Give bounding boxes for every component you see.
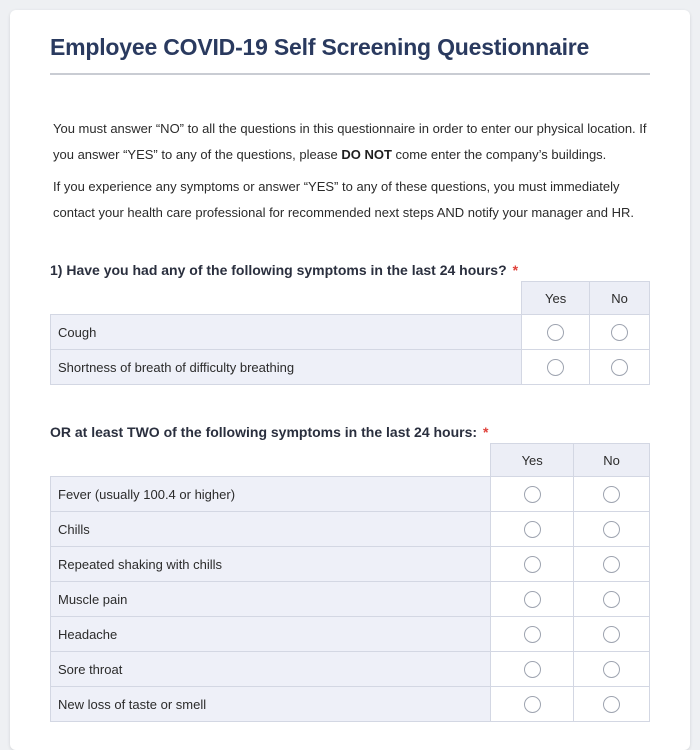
radio-no[interactable]	[603, 521, 620, 538]
question-1-matrix	[50, 281, 650, 385]
matrix-row	[51, 547, 650, 582]
radio-cell-yes	[522, 315, 590, 350]
row-label: Repeated shaking with chills	[51, 547, 491, 582]
radio-yes[interactable]	[547, 324, 564, 341]
question-2-matrix	[50, 443, 650, 722]
matrix-header-row	[51, 282, 650, 315]
radio-yes[interactable]	[524, 591, 541, 608]
radio-yes[interactable]	[524, 556, 541, 573]
form-card	[10, 10, 690, 750]
radio-cell-yes	[522, 350, 590, 385]
row-label: New loss of taste or smell	[51, 687, 491, 722]
form-title: Employee COVID-19 Self Screening Questionnaire	[50, 34, 590, 60]
question-1-text: 1) Have you had any of the following symptoms in the last 24 hours?	[50, 262, 507, 278]
required-marker: *	[483, 424, 489, 440]
intro-1-tail: come enter the company’s buildings.	[391, 147, 607, 162]
row-label: Muscle pain	[51, 582, 491, 617]
radio-cell-no	[590, 350, 650, 385]
question-2-label	[50, 424, 489, 440]
radio-yes[interactable]	[524, 521, 541, 538]
radio-yes[interactable]	[547, 359, 564, 376]
column-header-yes: Yes	[522, 282, 590, 315]
radio-cell-yes	[491, 582, 574, 617]
radio-cell-yes	[491, 547, 574, 582]
row-label: Cough	[51, 315, 522, 350]
title-divider	[50, 73, 650, 75]
radio-cell-no	[590, 315, 650, 350]
row-label: Sore throat	[51, 652, 491, 687]
radio-cell-no	[574, 617, 650, 652]
required-marker: *	[512, 262, 519, 278]
radio-no[interactable]	[603, 626, 620, 643]
radio-no[interactable]	[603, 486, 620, 503]
radio-no[interactable]	[603, 696, 620, 713]
matrix-row	[51, 687, 650, 722]
radio-cell-yes	[491, 477, 574, 512]
matrix-row	[51, 652, 650, 687]
column-header-yes: Yes	[491, 444, 574, 477]
column-header-no: No	[590, 282, 650, 315]
question-2-text: OR at least TWO of the following symptoms in the last 24 hours:	[50, 424, 478, 440]
radio-no[interactable]	[603, 661, 620, 678]
radio-cell-no	[574, 512, 650, 547]
radio-yes[interactable]	[524, 626, 541, 643]
row-label: Shortness of breath of difficulty breathing	[51, 350, 522, 385]
radio-yes[interactable]	[524, 696, 541, 713]
radio-yes[interactable]	[524, 661, 541, 678]
matrix-row	[51, 477, 650, 512]
intro-paragraph-1	[53, 116, 653, 168]
radio-cell-yes	[491, 652, 574, 687]
matrix-row	[51, 315, 650, 350]
row-label: Chills	[51, 512, 491, 547]
radio-cell-yes	[491, 512, 574, 547]
matrix-row	[51, 582, 650, 617]
matrix-header-blank	[51, 282, 522, 315]
radio-cell-no	[574, 582, 650, 617]
intro-paragraph-2: If you experience any symptoms or answer “YES” to any of these questions, you must immediately contact your health care professional for recommended next steps AND notify your manager and HR.	[53, 179, 634, 220]
intro-1-text: You must answer “NO” to all the questions in this questionnaire in order to enter our physical location. If you answer “YES” to any of the questions, please	[53, 121, 647, 162]
radio-cell-yes	[491, 687, 574, 722]
radio-no[interactable]	[603, 591, 620, 608]
radio-no[interactable]	[611, 359, 628, 376]
row-label: Fever (usually 100.4 or higher)	[51, 477, 491, 512]
matrix-header-row	[51, 444, 650, 477]
matrix-row	[51, 512, 650, 547]
question-1-label	[50, 262, 518, 278]
radio-no[interactable]	[611, 324, 628, 341]
column-header-no: No	[574, 444, 650, 477]
radio-cell-yes	[491, 617, 574, 652]
radio-cell-no	[574, 687, 650, 722]
intro-1-emphasis: DO NOT	[341, 147, 392, 162]
row-label: Headache	[51, 617, 491, 652]
radio-no[interactable]	[603, 556, 620, 573]
radio-cell-no	[574, 652, 650, 687]
radio-cell-no	[574, 547, 650, 582]
matrix-row	[51, 617, 650, 652]
matrix-header-blank	[51, 444, 491, 477]
radio-cell-no	[574, 477, 650, 512]
radio-yes[interactable]	[524, 486, 541, 503]
matrix-row	[51, 350, 650, 385]
